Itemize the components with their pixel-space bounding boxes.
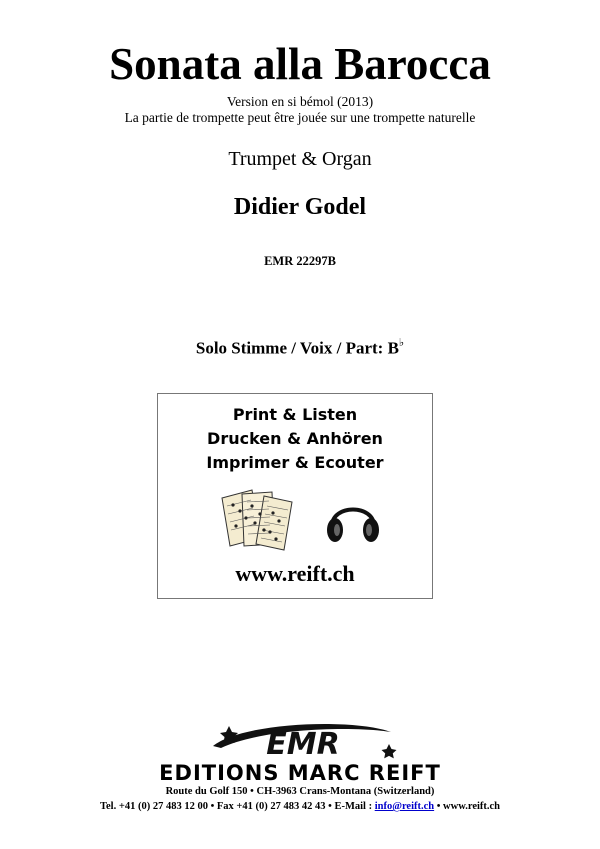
emr-logo-text: EMR [266,727,340,760]
part-label [0,333,600,360]
promo-line-french: Imprimer & Ecouter [206,453,384,472]
promo-url[interactable]: www.reift.ch [235,561,355,586]
part-label-text: Solo Stimme / Voix / Part: B [195,338,399,358]
publisher-contact [0,800,600,814]
publisher-address: Route du Golf 150 • CH-3963 Crans-Montana (Switzerland) [165,786,435,797]
catalog-number: EMR 22297B [264,254,336,268]
email-link[interactable]: info@reift.ch [374,801,435,812]
sheet-music-icon [218,486,298,552]
title: Sonata alla Barocca [109,39,491,89]
contact-suffix: • www.reift.ch [434,801,501,812]
version-line: Version en si bémol (2013) [226,94,374,109]
composer: Didier Godel [233,194,367,220]
instrumentation: Trumpet & Organ [228,148,372,170]
print-listen-box [157,393,433,599]
promo-line-english: Print & Listen [232,405,358,424]
emr-logo [203,716,403,760]
performance-note: La partie de trompette peut être jouée sur une trompette naturelle [124,110,476,125]
publisher-name: EDITIONS MARC REIFT [159,761,441,785]
contact-prefix: Tel. +41 (0) 27 483 12 00 • Fax +41 (0) 27 483 42 43 • E-Mail : [99,801,375,812]
promo-line-german: Drucken & Anhören [207,429,383,448]
headphones-icon [324,494,382,546]
flat-accidental: ♭ [398,337,405,349]
